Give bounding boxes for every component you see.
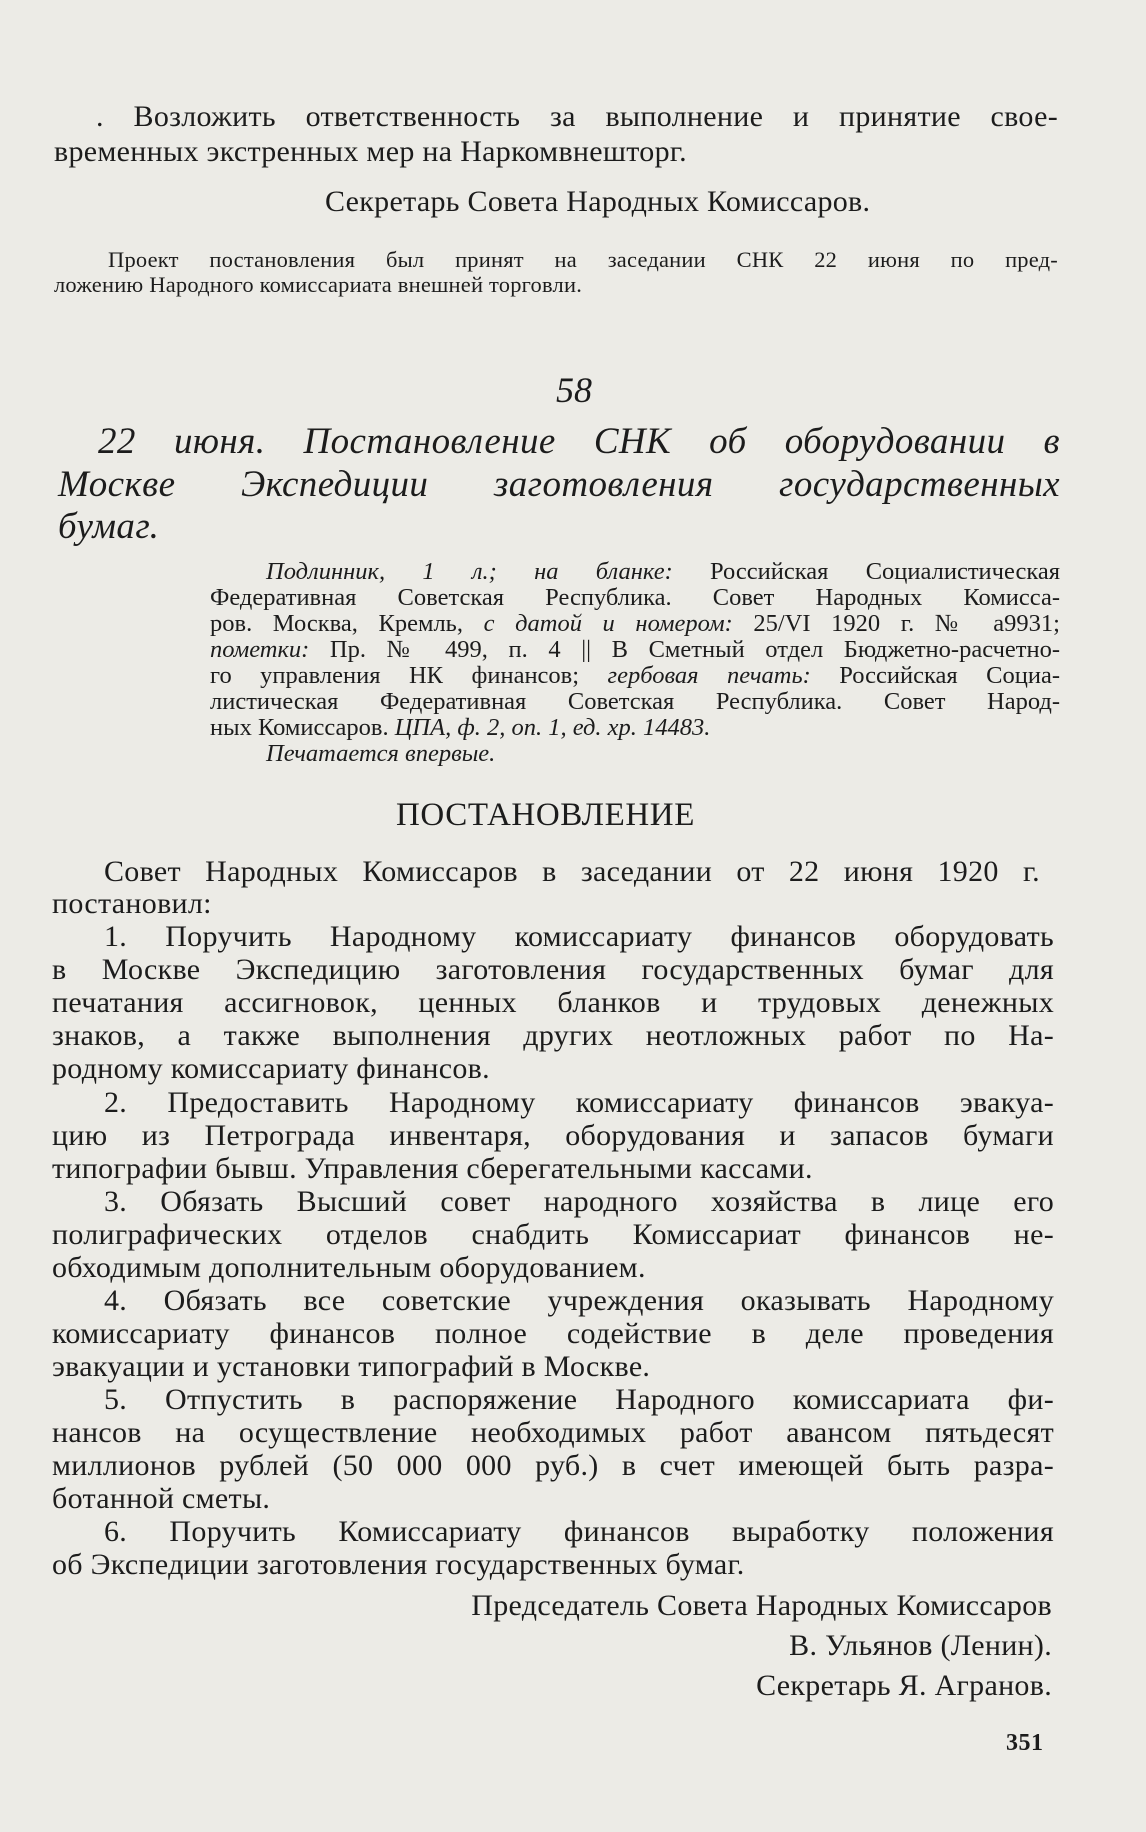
- body-line: об Экспедиции заготовления государственных бумаг.: [52, 1548, 745, 1581]
- body-line: комиссариату финансов полное содействие в деле проведения: [52, 1317, 1054, 1350]
- body-line: 1. Поручить Народному комиссариату финансов оборудовать: [104, 920, 1054, 953]
- archive-note-italic: с датой и номером:: [483, 610, 733, 637]
- document-title-line: 22 июня. Постановление СНК об оборудовании в: [98, 421, 1060, 462]
- note-line: ложению Народного комиссариата внешней торговли.: [54, 272, 583, 297]
- body-line: ботанной сметы.: [52, 1482, 271, 1515]
- archive-note-text: ных Комиссаров.: [210, 714, 395, 741]
- secretary-signature: Секретарь Совета Народных Комиссаров.: [325, 185, 871, 218]
- archive-note-line: [210, 610, 1060, 638]
- page-number: 351: [1006, 1730, 1044, 1756]
- archive-note-italic: Печатается впервые.: [266, 740, 496, 767]
- body-line: миллионов рублей (50 000 000 руб.) в счет имеющей быть разра-: [52, 1449, 1054, 1482]
- chairman-signature: Председатель Совета Народных Комиссаров: [471, 1589, 1052, 1622]
- archive-note-text: ров. Москва, Кремль,: [210, 610, 484, 637]
- body-line: в Москве Экспедицию заготовления государственных бумаг для: [52, 953, 1054, 986]
- body-line: постановил:: [52, 887, 212, 920]
- body-line: Совет Народных Комиссаров в заседании от 22 июня 1920 г.: [104, 855, 1040, 888]
- document-title-line: Москве Экспедиции заготовления государственных: [58, 464, 1060, 505]
- archive-note-italic: Подлинник, 1 л.; на бланке:: [266, 558, 673, 585]
- archive-note-text: Пр. № 499, п. 4 || В Сметный отдел Бюджетно-расчетно-: [309, 636, 1060, 663]
- archive-note-line: [210, 662, 1060, 690]
- text-line: временных экстренных мер на Наркомвнешторг.: [54, 135, 687, 168]
- secretary-agranov-signature: Секретарь Я. Агранов.: [756, 1669, 1052, 1702]
- body-line: цию из Петрограда инвентаря, оборудования и запасов бумаги: [52, 1119, 1054, 1152]
- body-line: эвакуации и установки типографий в Москве.: [52, 1350, 651, 1383]
- body-line: знаков, а также выполнения других неотложных работ по На-: [52, 1019, 1054, 1052]
- resolution-heading: ПОСТАНОВЛЕНИЕ: [396, 797, 695, 833]
- document-title-line: бумаг.: [58, 506, 160, 547]
- body-line: родному комиссариату финансов.: [52, 1052, 490, 1085]
- archive-note-italic: ЦПА, ф. 2, оп. 1, ед. хр. 14483.: [394, 714, 711, 741]
- text-line: . Возложить ответственность за выполнение и принятие свое-: [96, 100, 1058, 133]
- archive-note-italic: пометки:: [210, 636, 310, 663]
- archive-note-line: [210, 636, 1060, 664]
- archive-note-text: Российская Социалистическая: [672, 558, 1060, 585]
- body-line: нансов на осуществление необходимых работ авансом пятьдесят: [52, 1416, 1054, 1449]
- body-line: полиграфических отделов снабдить Комиссариат финансов не-: [52, 1218, 1054, 1251]
- archive-note-line: листическая Федеративная Советская Республика. Совет Народ-: [210, 688, 1060, 715]
- note-line: Проект постановления был принят на заседании СНК 22 июня по пред-: [108, 247, 1058, 272]
- body-line: печатания ассигновок, ценных бланков и трудовых денежных: [52, 986, 1054, 1019]
- body-line: 2. Предоставить Народному комиссариату финансов эвакуа-: [104, 1086, 1054, 1119]
- archive-note-line: Федеративная Советская Республика. Совет Народных Комисса-: [210, 584, 1060, 611]
- archive-note-text: 25/VI 1920 г. № а9931;: [732, 610, 1060, 637]
- body-line: обходимым дополнительным оборудованием.: [52, 1251, 646, 1284]
- archive-note-line: [266, 740, 495, 768]
- body-line: 3. Обязать Высший совет народного хозяйства в лице его: [104, 1185, 1054, 1218]
- archive-note-line: [266, 558, 1060, 586]
- lenin-signature: В. Ульянов (Ленин).: [789, 1629, 1052, 1662]
- body-line: типографии бывш. Управления сберегательными кассами.: [52, 1152, 813, 1185]
- archive-note-line: [210, 714, 710, 742]
- body-line: 4. Обязать все советские учреждения оказывать Народному: [104, 1284, 1054, 1317]
- archive-note-text: Российская Социа-: [810, 662, 1060, 689]
- document-number: 58: [556, 370, 592, 410]
- archive-note-italic: гербовая печать:: [607, 662, 811, 689]
- body-line: 6. Поручить Комиссариату финансов выработку положения: [104, 1515, 1054, 1548]
- body-line: 5. Отпустить в распоряжение Народного комиссариата фи-: [104, 1383, 1054, 1416]
- archive-note-text: го управления НК финансов;: [210, 662, 608, 689]
